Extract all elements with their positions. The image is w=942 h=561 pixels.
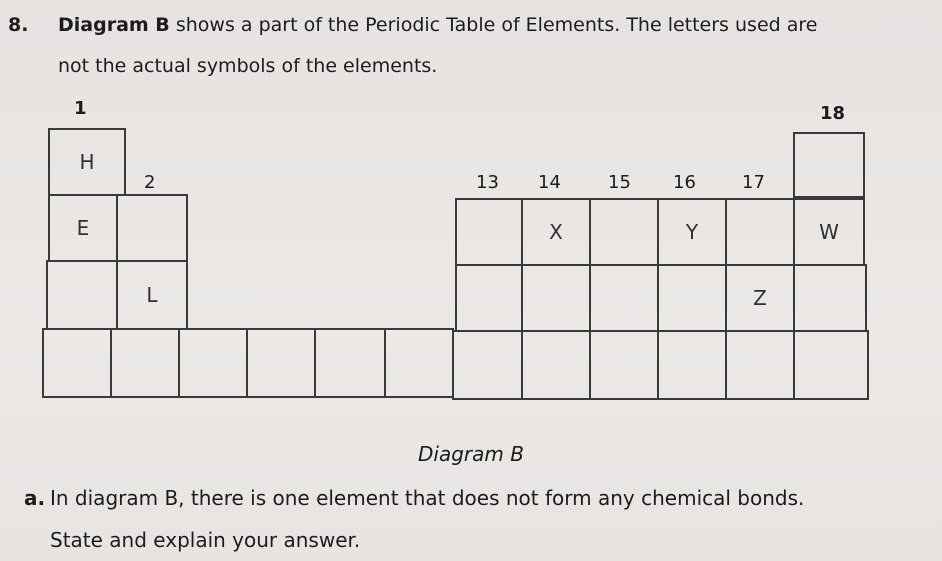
cell-period2-group16 [657, 198, 727, 266]
cell-period4-col10 [657, 330, 727, 400]
cell-period4-col3 [178, 328, 248, 398]
cell-period3-group13 [455, 264, 523, 332]
cell-period2-group18 [793, 198, 865, 266]
group-label-2: 2 [144, 172, 156, 193]
cell-period4-col12 [793, 330, 869, 400]
cell-period3-group15 [589, 264, 659, 332]
element-x: X [549, 220, 563, 244]
question-number: 8. [8, 14, 29, 36]
cell-period4-col7 [452, 330, 523, 400]
element-y: Y [685, 220, 699, 244]
cell-period3-group16 [657, 264, 727, 332]
cell-period2-group15 [589, 198, 659, 266]
cell-period3-group2 [116, 260, 188, 330]
element-w: W [819, 220, 839, 244]
cell-period3-group17 [725, 264, 795, 332]
part-a-text-line1: In diagram B, there is one element that does not form any chemical bonds. [50, 486, 805, 510]
cell-hydrogen [48, 128, 126, 196]
group-label-14: 14 [538, 172, 561, 193]
diagram-caption: Diagram B [418, 442, 524, 466]
cell-period4-col1 [42, 328, 112, 398]
question-diagram-ref: Diagram B [58, 14, 170, 36]
group-label-17: 17 [742, 172, 765, 193]
cell-period4-col2 [110, 328, 180, 398]
cell-period4-col5 [314, 328, 386, 398]
part-a-text-line2: State and explain your answer. [50, 528, 361, 552]
cell-period2-group13 [455, 198, 523, 266]
element-l: L [146, 283, 158, 307]
cell-period3-group18 [793, 264, 867, 332]
cell-period4-col4 [246, 328, 316, 398]
group-label-18: 18 [820, 103, 846, 124]
cell-period2-group14 [521, 198, 591, 266]
element-h: H [79, 150, 95, 174]
cell-period2-group2 [116, 194, 188, 262]
cell-period4-col11 [725, 330, 795, 400]
part-a-letter: a. [24, 486, 46, 510]
question-text-line1 [58, 14, 817, 36]
cell-period3-group14 [521, 264, 591, 332]
cell-period3-group1 [46, 260, 118, 330]
element-e: E [76, 216, 90, 240]
group-label-16: 16 [673, 172, 696, 193]
cell-period4-col8 [521, 330, 591, 400]
cell-period2-group1 [48, 194, 118, 262]
cell-period4-col9 [589, 330, 659, 400]
group-label-1: 1 [74, 98, 87, 119]
cell-period4-col6 [384, 328, 454, 398]
cell-period1-group18 [793, 132, 865, 198]
element-z: Z [753, 286, 767, 310]
question-text-line1-rest: shows a part of the Periodic Table of Elements. The letters used are [169, 14, 818, 36]
cell-period2-group17 [725, 198, 795, 266]
group-label-15: 15 [608, 172, 631, 193]
group-label-13: 13 [476, 172, 499, 193]
question-text-line2: not the actual symbols of the elements. [58, 55, 438, 77]
